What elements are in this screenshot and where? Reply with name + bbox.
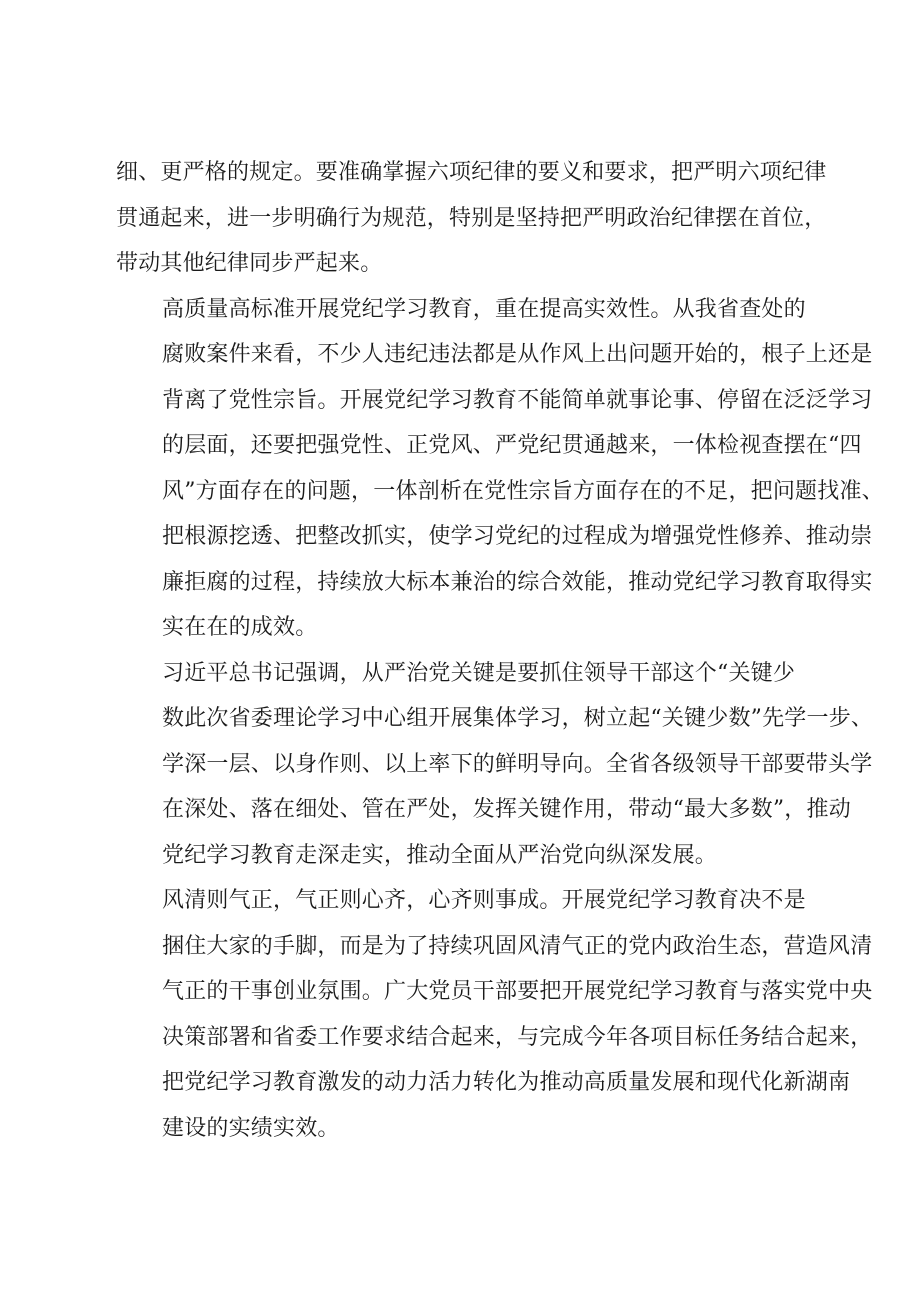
paragraph-line: 把党纪学习教育激发的动力活力转化为推动高质量发展和现代化新湖南	[162, 1070, 851, 1095]
paragraph-1	[116, 150, 827, 287]
paragraph-line: 腐败案件来看，不少人违纪违法都是从作风上出问题开始的，根子上还是	[162, 342, 873, 367]
paragraph-line: 背离了党性宗旨。开展党纪学习教育不能简单就事论事、停留在泛泛学习	[162, 387, 873, 413]
paragraph-line: 带动其他纪律同步严起来。	[116, 251, 383, 276]
paragraph-line: 细、更严格的规定。要准确掌握六项纪律的要义和要求，把严明六项纪律	[116, 160, 827, 185]
paragraph-line: 的层面，还要把强党性、正党风、严党纪贯通越来，一体检视查摆在“四	[162, 433, 862, 458]
paragraph-4	[116, 878, 873, 1151]
paragraph-line: 党纪学习教育走深走实，推动全面从严治党向纵深发展。	[162, 842, 718, 868]
document-body	[116, 150, 884, 1151]
paragraph-line: 风”方面存在的问题，一体剖析在党性宗旨方面存在的不足，把问题找准、	[162, 478, 884, 504]
paragraph-line: 学深一层、以身作则、以上率下的鲜明导向。全省各级领导干部要带头学	[162, 751, 873, 777]
paragraph-line: 风清则气正，气正则心齐，心齐则事成。开展党纪学习教育决不是	[162, 888, 806, 913]
paragraph-line: 建设的实绩实效。	[162, 1115, 340, 1141]
paragraph-line: 在深处、落在细处、管在严处，发挥关键作用，带动“最大多数”，推动	[162, 797, 851, 822]
paragraph-line: 贯通起来，进一步明确行为规范，特别是坚持把严明政治纪律摆在首位，	[116, 205, 827, 231]
paragraph-line: 气正的干事创业氛围。广大党员干部要把开展党纪学习教育与落实党中央	[162, 979, 873, 1004]
paragraph-line: 习近平总书记强调，从严治党关键是要抓住领导干部这个“关键少	[162, 660, 796, 686]
paragraph-line: 决策部署和省委工作要求结合起来，与完成今年各项目标任务结合起来，	[162, 1024, 873, 1050]
paragraph-line: 廉拒腐的过程，持续放大标本兼治的综合效能，推动党纪学习教育取得实	[162, 569, 873, 595]
paragraph-line: 捆住大家的手脚，而是为了持续巩固风清气正的党内政治生态，营造风清	[162, 933, 873, 959]
paragraph-line: 数此次省委理论学习中心组开展集体学习，树立起“关键少数”先学一步、	[162, 706, 874, 731]
paragraph-3	[116, 651, 874, 879]
paragraph-line: 把根源挖透、把整改抓实，使学习党纪的过程成为增强党性修养、推动崇	[162, 524, 873, 549]
paragraph-line: 高质量高标准开展党纪学习教育，重在提高实效性。从我省查处的	[162, 296, 806, 322]
paragraph-2	[116, 287, 884, 651]
paragraph-line: 实在在的成效。	[162, 615, 318, 640]
